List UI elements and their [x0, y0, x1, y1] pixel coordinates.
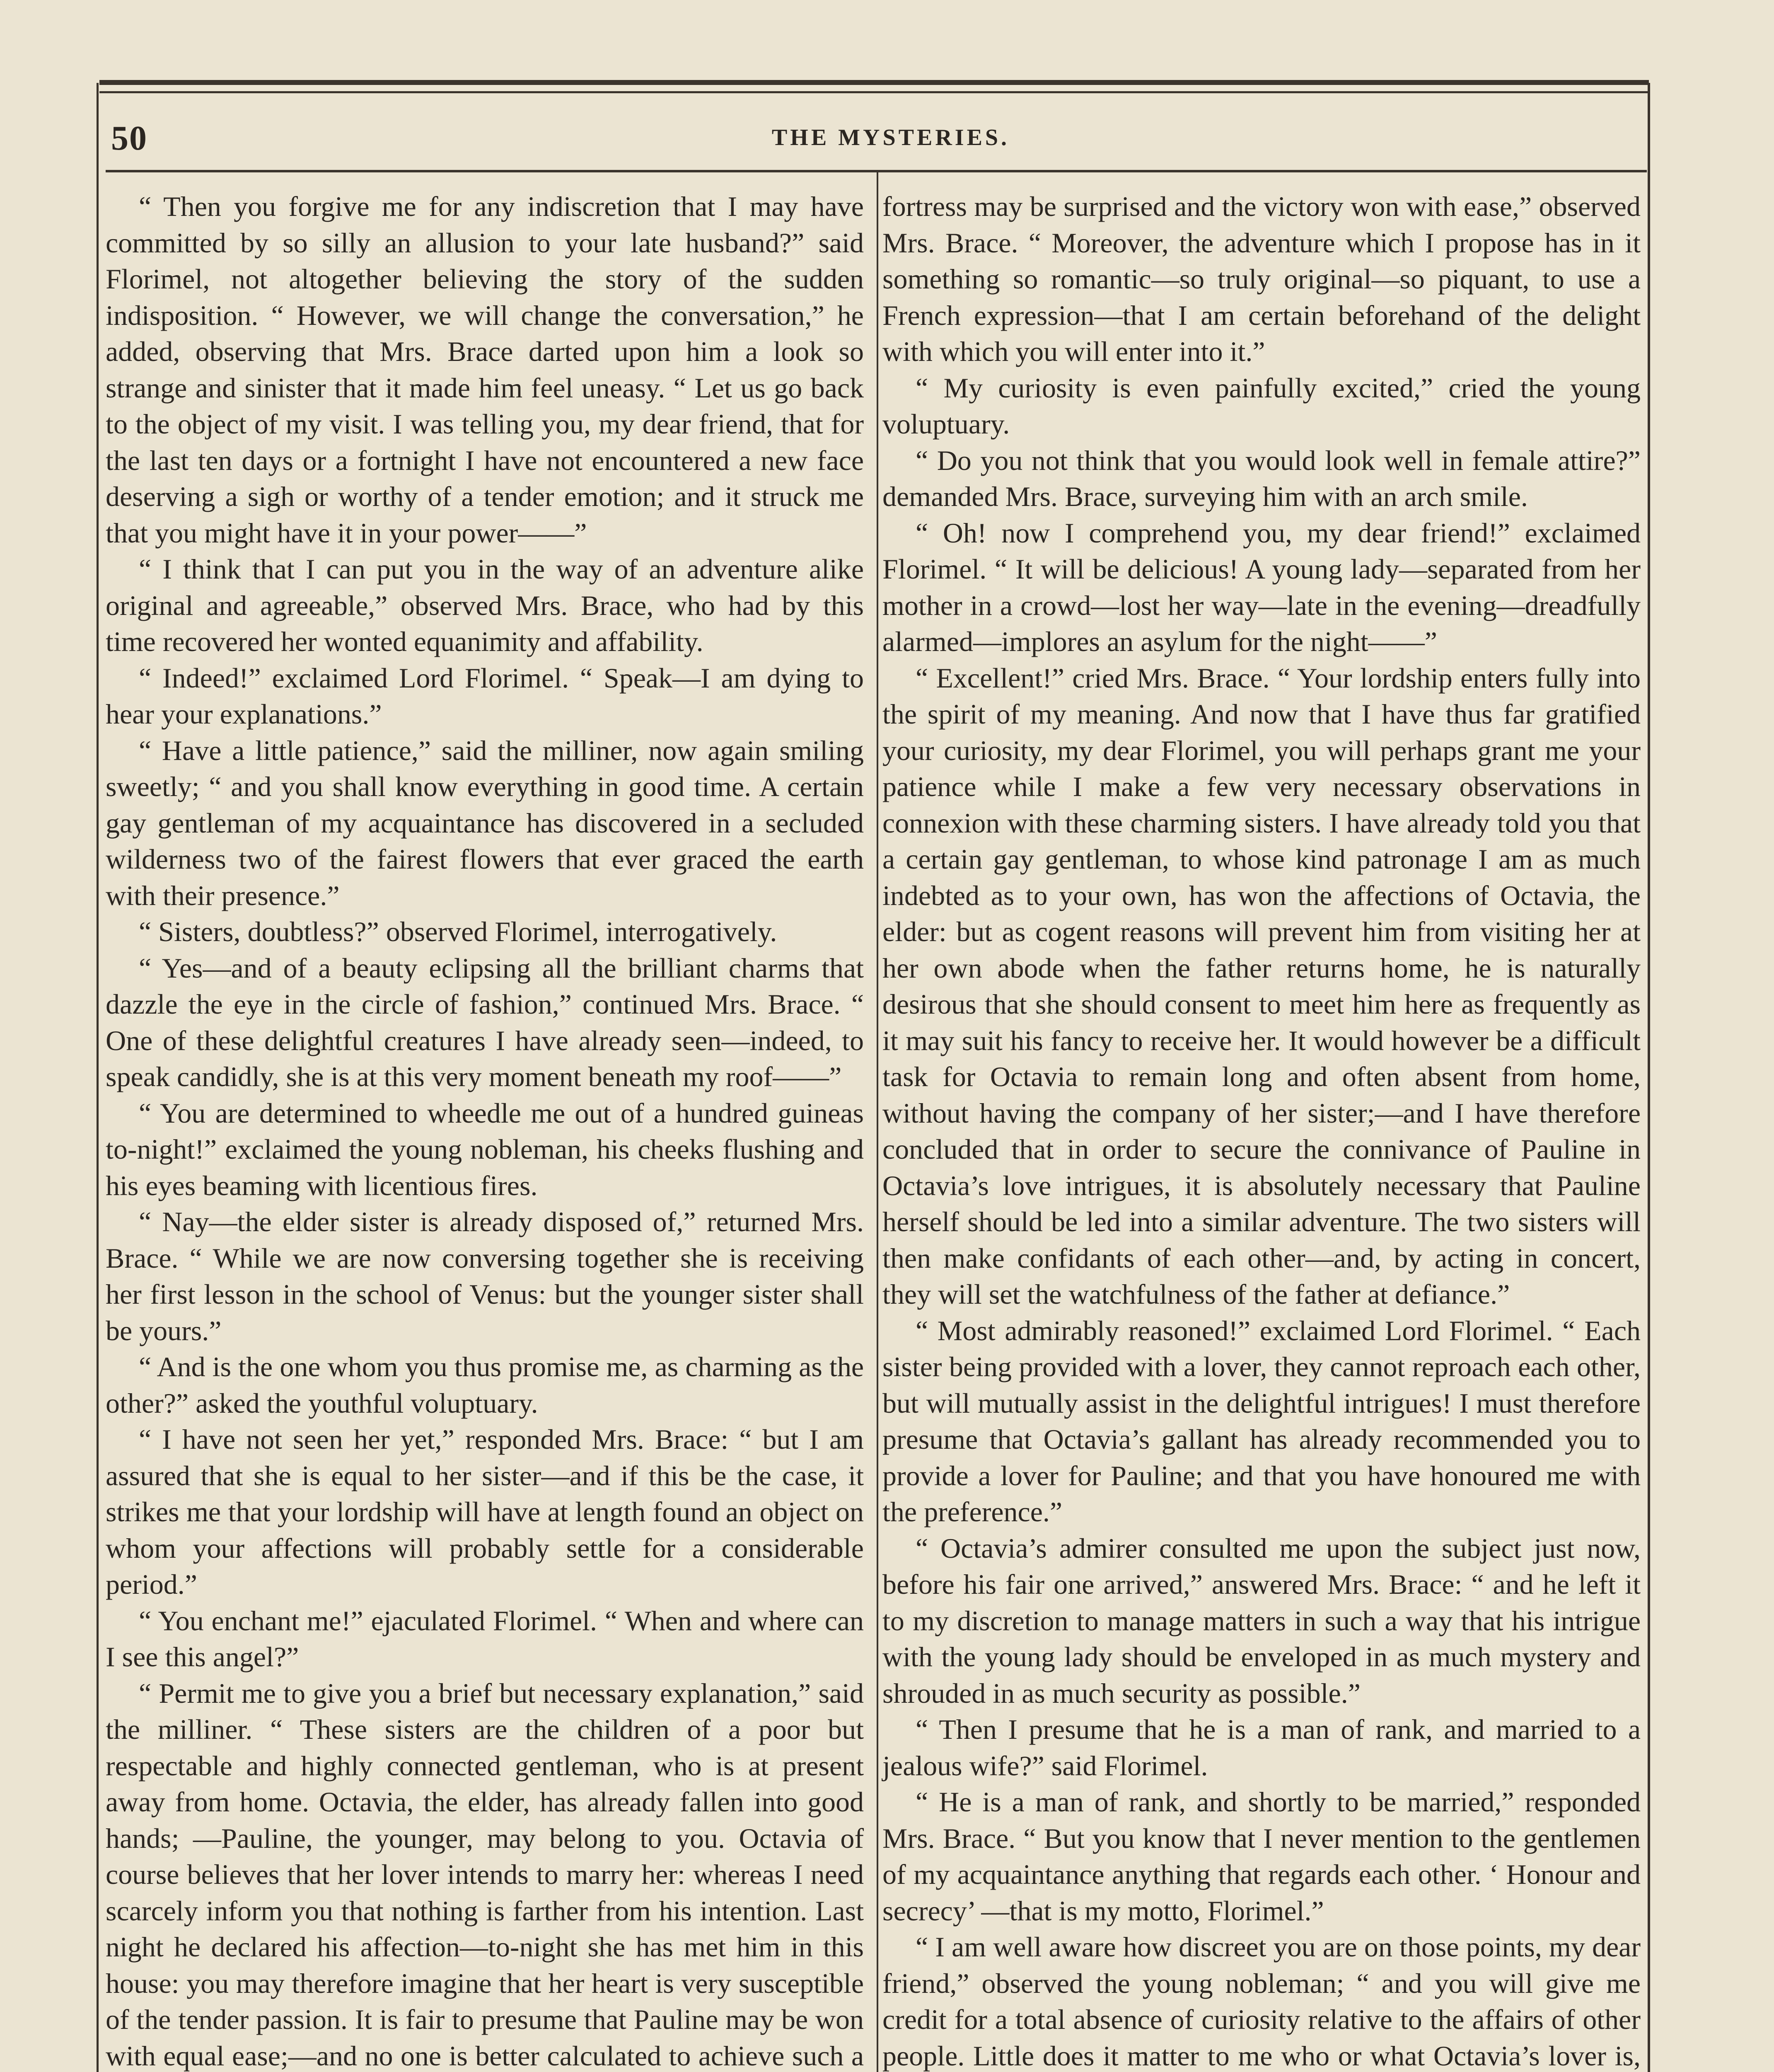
paragraph: “ Then you forgive me for any indiscretion that I may have committed by so silly an allusion to your late husband?” said Florimel, not altogether believing the story of the sudden indisposition. “ However, we will change the conversation,” he added, observing that Mrs. Brace darted upon him a look so strange and sinister that it made him feel uneasy. “ Let us go back to the object of my visit. I was telling you, my dear friend, that for the last ten days or a fortnight I have not encountered a new face deserving a sigh or worthy of a tender emotion; and it struck me that you might have it in your power——” — [106, 191, 864, 549]
paragraph: “ Have a little patience,” said the milliner, now again smiling sweetly; “ and you shall know everything in good time. A certain gay gentleman of my acquaintance has discovered in a secluded wilderness two of the fairest flowers that ever graced the earth with their presence.” — [106, 734, 864, 911]
right-border-rule — [1648, 83, 1650, 2072]
paragraph: “ Then I presume that he is a man of rank, and married to a jealous wife?” said Florimel. — [882, 1714, 1641, 1782]
paragraph: “ Do you not think that you would look well in female attire?” demanded Mrs. Brace, surveying him with an arch smile. — [882, 444, 1641, 512]
paragraph: “ Nay—the elder sister is already disposed of,” returned Mrs. Brace. “ While we are now conversing together she is receiving her first lesson in the school of Venus: but the younger sister shall be yours.” — [106, 1206, 864, 1346]
paragraph: “ He is a man of rank, and shortly to be married,” responded Mrs. Brace. “ But you know that I never mention to the gentlemen of my acquaintance anything that regards each other. ‘ Honour and secrecy’ —that is my motto, Florimel.” — [882, 1786, 1641, 1927]
paragraph: “ Sisters, doubtless?” observed Florimel, interrogatively. — [139, 916, 777, 947]
left-column — [106, 189, 864, 2072]
right-column — [882, 189, 1641, 2072]
left-border-rule — [97, 83, 99, 2072]
column-divider — [877, 172, 878, 2072]
paragraph: “ Yes—and of a beauty eclipsing all the brilliant charms that dazzle the eye in the circle of fashion,” continued Mrs. Brace. “ One of these delightful creatures I have already seen—indeed, to speak candidly, she is at this very moment beneath my roof——” — [106, 952, 864, 1092]
header-rule — [106, 170, 1647, 172]
paragraph: “ Excellent!” cried Mrs. Brace. “ Your lordship enters fully into the spirit of my meaning. And now that I have thus far gratified your curiosity, my dear Florimel, you will perhaps grant me your patience while I make a few very necessary observations in connexion with these charming sisters. I have already told you that a certain gay gentleman, to whose kind patronage I am as much indebted as to your own, has won the affections of Octavia, the elder: but as cogent reasons will prevent him from visiting her at her own abode when the father returns home, he is naturally desirous that she should consent to meet him here as frequently as it may suit his fancy to receive her. It would however be a difficult task for Octavia to remain long and often absent from home, without having the company of her sister;—and I have therefore concluded that in order to secure the connivance of Pauline in Octavia’s love intrigues, it is absolutely necessary that Pauline herself should be led into a similar adventure. The two sisters will then make confidants of each other—and, by acting in concert, they will set the watchfulness of the father at defiance.” — [882, 662, 1641, 1310]
paragraph: “ Most admirably reasoned!” exclaimed Lord Florimel. “ Each sister being provided with a lover, they cannot reproach each other, but will mutually assist in the delightful intrigues! I must therefore presume that Octavia’s gallant has already recommended you to provide a lover for Pauline; and that you have honoured me with the preference.” — [882, 1314, 1641, 1527]
paragraph: “ You enchant me!” ejaculated Florimel. “ When and where can I see this angel?” — [106, 1605, 864, 1673]
paragraph: “ You are determined to wheedle me out of a hundred guineas to-night!” exclaimed the young nobleman, his cheeks flushing and his eyes beaming with licentious fires. — [106, 1097, 864, 1201]
paragraph: “ Permit me to give you a brief but necessary explanation,” said the milliner. “ These sisters are the children of a poor but respectable and highly connected gentleman, who is at present away from home. Octavia, the elder, has already fallen into good hands; —Pauline, the younger, may belong to you. Octavia of course believes that her lover intends to marry her: whereas I need scarcely inform you that nothing is farther from his intention. Last night he declared his affection—to-night she has met him in this house: you may therefore imagine that her heart is very susceptible of the tender passion. It is fair to presume that Pauline may be won with equal ease;—and no one is better calculated to achieve such a — [106, 1677, 864, 2072]
paragraph: “ And is the one whom you thus promise me, as charming as the other?” asked the youthful voluptuary. — [106, 1351, 864, 1419]
paragraph-continued: fortress may be surprised and the victory won with ease,” observed Mrs. Brace. “ Moreover, the adventure which I propose has in it something so romantic—so truly original—so piquant, to use a French expression—that I am certain beforehand of the delight with which you will enter into it.” — [882, 191, 1641, 367]
paragraph: “ Octavia’s admirer consulted me upon the subject just now, before his fair one arrived,” answered Mrs. Brace: “ and he left it to my discretion to manage matters in such a way that his intrigue with the young lady should be enveloped in as much mystery and shrouded in as much security as possible.” — [882, 1532, 1641, 1709]
paragraph: “ Indeed!” exclaimed Lord Florimel. “ Speak—I am dying to hear your explanations.” — [106, 662, 864, 730]
paragraph: “ I am well aware how discreet you are on those points, my dear friend,” observed the young nobleman; “ and you will give me credit for a total absence of curiosity relative to the affairs of other people. Little does it matter to me who or what Octavia’s lover is, — [882, 1931, 1641, 2072]
top-border-rule — [99, 80, 1649, 85]
top-border-rule-thin — [99, 91, 1649, 93]
paragraph: “ I have not seen her yet,” responded Mrs. Brace: “ but I am assured that she is equal to her sister—and if this be the case, it strikes me that your lordship will have at length found an object on whom your affections will probably settle for a considerable period.” — [106, 1423, 864, 1600]
paragraph: “ I think that I can put you in the way of an adventure alike original and agreeable,” observed Mrs. Brace, who had by this time recovered her wonted equanimity and affability. — [106, 553, 864, 657]
running-title: THE MYSTERIES. — [771, 125, 1010, 150]
paragraph: “ My curiosity is even painfully excited,” cried the young voluptuary. — [882, 372, 1641, 440]
paragraph: “ Oh! now I comprehend you, my dear friend!” exclaimed Florimel. “ It will be delicious! A young lady—separated from her mother in a crowd—lost her way—late in the evening—dreadfully alarmed—implores an asylum for the night——” — [882, 517, 1641, 657]
page-number: 50 — [111, 119, 147, 157]
